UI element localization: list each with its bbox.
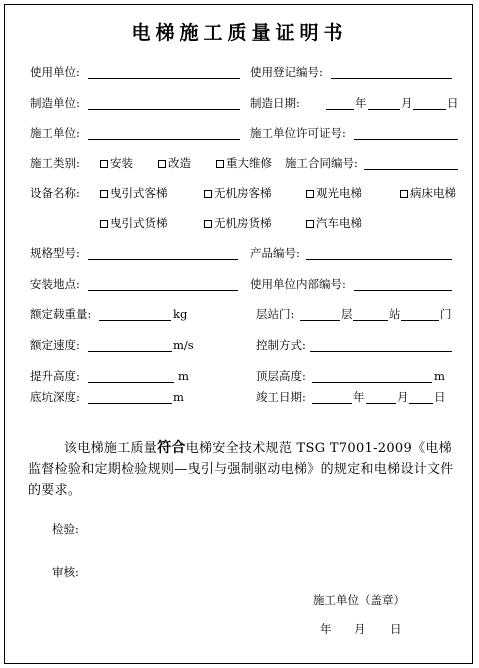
reg-no-line[interactable] xyxy=(331,78,452,79)
make-year-line[interactable] xyxy=(326,109,354,110)
equip-traction-freight[interactable]: 曳引式货梯 xyxy=(100,216,168,230)
review-label: 审核: xyxy=(52,565,79,579)
floors-ceng-unit: 层 xyxy=(341,307,353,321)
location-line[interactable] xyxy=(88,290,238,291)
model-label: 规格型号: xyxy=(30,246,80,260)
maker-unit-label: 制造单位: xyxy=(30,96,80,110)
finish-day-line[interactable] xyxy=(409,403,433,404)
sign-month-label: 月 xyxy=(354,622,366,636)
contract-no-label: 施工合同编号: xyxy=(285,156,358,170)
rated-speed-label: 额定速度: xyxy=(30,338,80,352)
make-day-line[interactable] xyxy=(413,109,446,110)
equip-observation[interactable]: 观光电梯 xyxy=(306,186,362,200)
equip-traction-passenger[interactable]: 曳引式客梯 xyxy=(100,186,168,200)
internal-no-line[interactable] xyxy=(354,290,452,291)
product-no-line[interactable] xyxy=(306,259,452,260)
rated-speed-line[interactable] xyxy=(88,351,172,352)
control-line[interactable] xyxy=(310,351,452,352)
install-unit-line[interactable] xyxy=(88,139,240,140)
license-no-label: 施工单位许可证号: xyxy=(250,126,346,140)
top-height-label: 顶层高度: xyxy=(256,369,306,383)
make-date-label: 制造日期: xyxy=(250,96,300,110)
equip-mrl-freight[interactable]: 无机房货梯 xyxy=(204,216,272,230)
finish-year-line[interactable] xyxy=(312,403,352,404)
rated-load-line[interactable] xyxy=(99,320,171,321)
location-label: 安装地点: xyxy=(30,277,80,291)
make-month-line[interactable] xyxy=(368,109,400,110)
make-month-unit: 月 xyxy=(401,96,413,110)
checkbox-icon[interactable] xyxy=(100,190,108,198)
product-no-label: 产品编号: xyxy=(250,246,300,260)
rated-load-unit: kg xyxy=(173,307,188,321)
checkbox-icon[interactable] xyxy=(100,160,108,168)
checkbox-icon[interactable] xyxy=(306,190,314,198)
finish-date-label: 竣工日期: xyxy=(256,390,306,404)
contract-no-line[interactable] xyxy=(364,169,458,170)
lift-height-label: 提升高度: xyxy=(30,369,80,383)
internal-no-label: 使用单位内部编号: xyxy=(250,277,346,291)
reg-no-label: 使用登记编号: xyxy=(250,65,323,79)
floors-label: 层站门: xyxy=(256,307,295,321)
user-unit-label: 使用单位: xyxy=(30,65,80,79)
lift-height-line[interactable] xyxy=(88,382,174,383)
work-type-repair[interactable]: 重大维修 xyxy=(216,156,272,170)
make-day-unit: 日 xyxy=(447,96,459,110)
sign-year-label: 年 xyxy=(320,622,332,636)
compliance-statement: 该电梯施工质量符合电梯安全技术规范 TSG T7001-2009《电梯监督检验和定期检验规则—曳引与强制驱动电梯》的规定和电梯设计文件的要求。 xyxy=(28,440,454,498)
equip-bed[interactable]: 病床电梯 xyxy=(400,186,456,200)
rated-load-label: 额定载重量: xyxy=(30,307,92,321)
floors-zhan-line[interactable] xyxy=(353,320,388,321)
license-no-line[interactable] xyxy=(354,139,458,140)
rated-speed-unit: m/s xyxy=(173,338,194,352)
pit-depth-label: 底坑深度: xyxy=(30,390,80,404)
compliance-emphasis: 符合 xyxy=(157,440,186,456)
checkbox-icon[interactable] xyxy=(100,220,108,228)
checkbox-icon[interactable] xyxy=(204,220,212,228)
install-unit-label: 施工单位: xyxy=(30,126,80,140)
pit-depth-line[interactable] xyxy=(88,403,172,404)
document-title: 电梯施工质量证明书 xyxy=(131,22,348,44)
top-height-unit: m xyxy=(434,369,445,383)
checkbox-icon[interactable] xyxy=(204,190,212,198)
finish-month-unit: 月 xyxy=(397,390,409,404)
checkbox-icon[interactable] xyxy=(306,220,314,228)
floors-men-line[interactable] xyxy=(401,320,439,321)
finish-year-unit: 年 xyxy=(353,390,365,404)
equip-mrl-passenger[interactable]: 无机房客梯 xyxy=(204,186,272,200)
unit-seal-label: 施工单位（盖章） xyxy=(313,593,405,607)
checkbox-icon[interactable] xyxy=(158,160,166,168)
maker-unit-line[interactable] xyxy=(88,109,240,110)
equip-car[interactable]: 汽车电梯 xyxy=(306,216,362,230)
model-line[interactable] xyxy=(88,259,238,260)
lift-height-unit: m xyxy=(178,369,189,383)
finish-day-unit: 日 xyxy=(434,390,446,404)
checkbox-icon[interactable] xyxy=(400,190,408,198)
make-year-unit: 年 xyxy=(355,96,367,110)
inspect-label: 检验: xyxy=(52,522,79,536)
floors-zhan-unit: 站 xyxy=(389,307,401,321)
work-type-label: 施工类别: xyxy=(30,156,80,170)
user-unit-line[interactable] xyxy=(88,78,240,79)
work-type-install[interactable]: 安装 xyxy=(100,156,133,170)
top-height-line[interactable] xyxy=(312,382,432,383)
pit-depth-unit: m xyxy=(173,390,184,404)
floors-ceng-line[interactable] xyxy=(300,320,340,321)
floors-men-unit: 门 xyxy=(440,307,452,321)
control-label: 控制方式: xyxy=(256,338,306,352)
sign-day-label: 日 xyxy=(390,622,402,636)
finish-month-line[interactable] xyxy=(366,403,396,404)
checkbox-icon[interactable] xyxy=(216,160,224,168)
equip-name-label: 设备名称: xyxy=(30,186,80,200)
work-type-modify[interactable]: 改造 xyxy=(158,156,191,170)
